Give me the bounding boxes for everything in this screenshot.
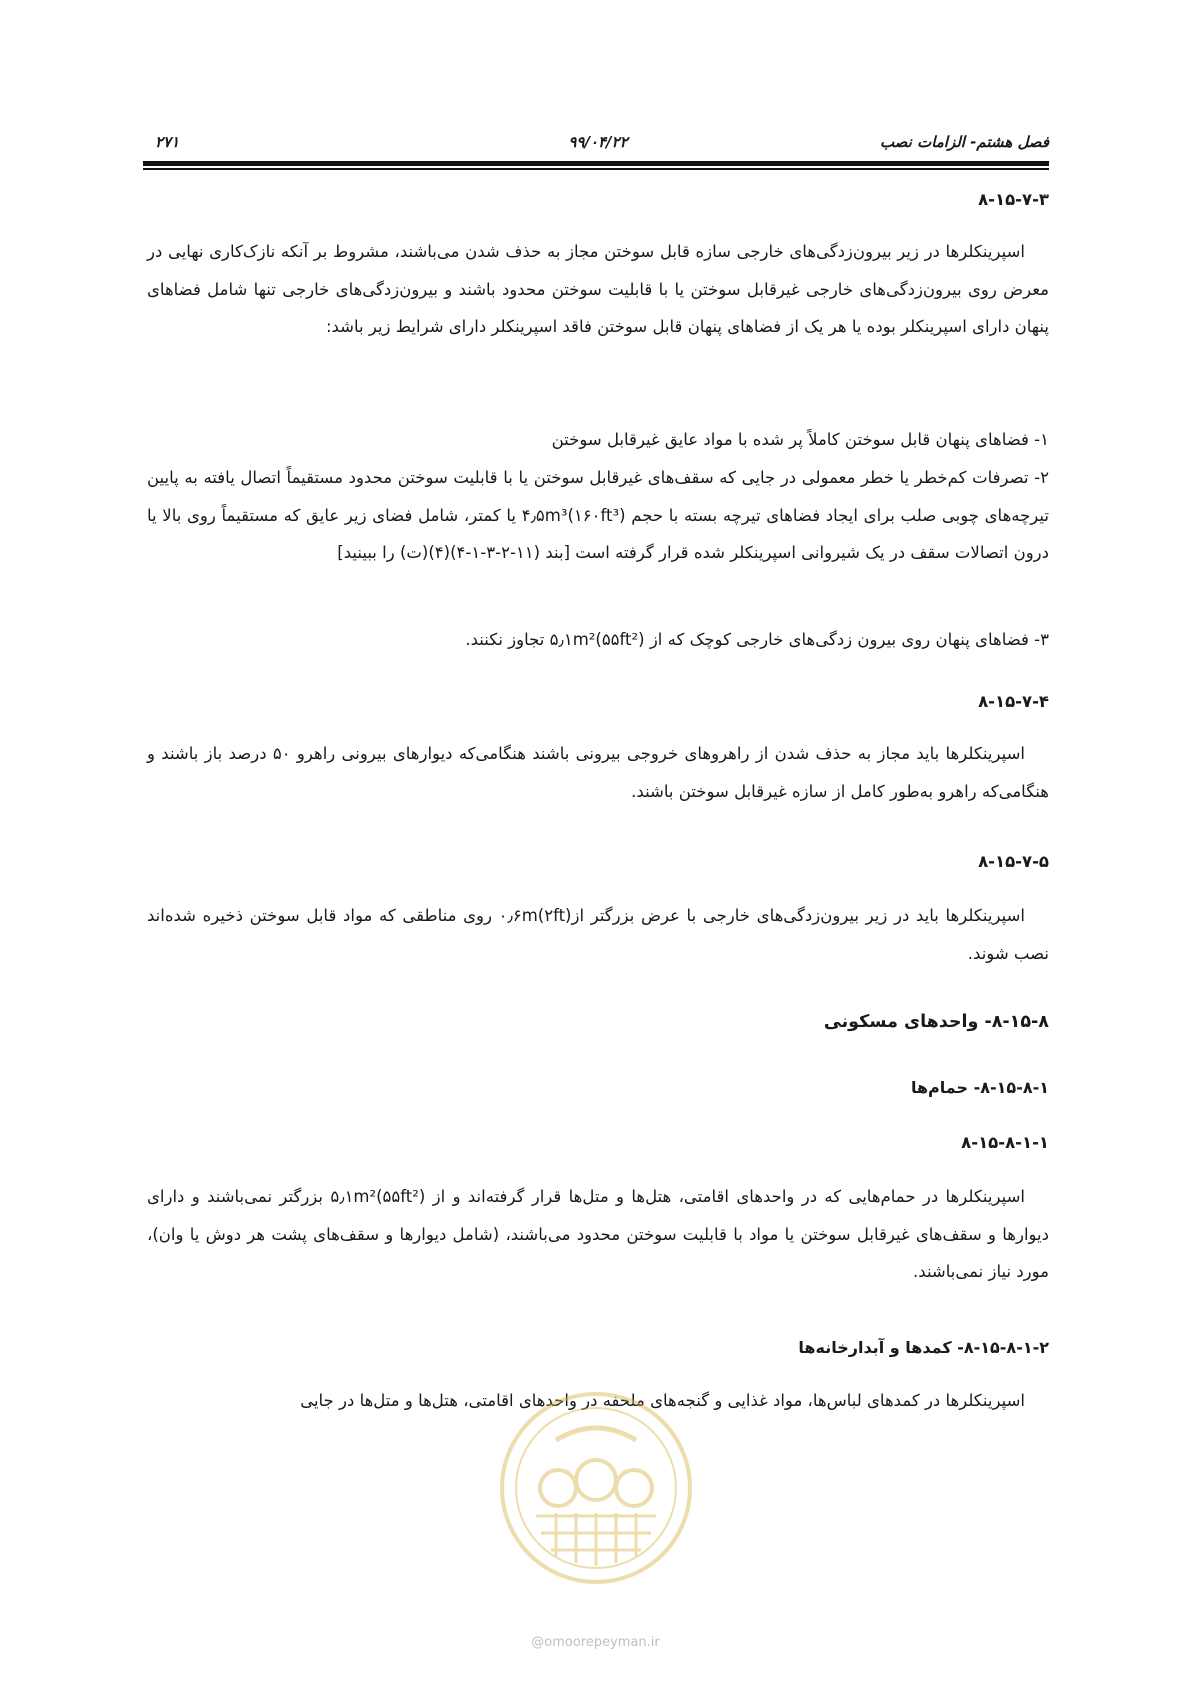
section-number-8-15-7-3: ۸-۱۵-۷-۳ (978, 190, 1049, 209)
watermark-seal-icon (496, 1388, 696, 1588)
list-item-1: ۱- فضاهای پنهان قابل سوختن کاملاً پر شده با مواد عایق غیرقابل سوختن (551, 430, 1049, 449)
section-8-15-7-3-paragraph: اسپرینکلرها در زیر بیرون‌زدگی‌های خارجی سازه قابل سوختن مجاز به حذف شدن می‌باشند، مشروط بر آنکه نازک‌کاری نهایی در معرض روی بیرون‌زدگی‌های خارجی غیرقابل سوختن یا با قابلیت سوختن محدود باشند و بیرون‌زدگی‌های خارجی تنها شامل فضاهای پنهان دارای اسپرینکلر بوده یا هر یک از فضاهای پنهان قابل سوختن فاقد اسپرینکلر دارای شرایط زیر باشد: (147, 242, 1049, 336)
subsection-heading-8-15-8-1: ۸-۱۵-۸-۱- حمام‌ها (910, 1078, 1049, 1097)
watermark-url: @omoorepeyman.ir (531, 1635, 660, 1650)
section-8-15-8-1-2-paragraph: اسپرینکلرها در کمدهای لباس‌ها، مواد غذایی و گنجه‌های ملحفه در واحدهای اقامتی، هتل‌ها و متل‌ها در جایی (300, 1391, 1025, 1410)
section-8-15-7-5-paragraph: اسپرینکلرها باید در زیر بیرون‌زدگی‌های خارجی با عرض بزرگتر از۰٫۶m(۲ft) روی مناطقی که مواد قابل سوختن ذخیره شده‌اند نصب شوند. (147, 906, 1049, 963)
section-number-8-15-7-5: ۸-۱۵-۷-۵ (978, 852, 1049, 871)
section-heading-8-15-8: ۸-۱۵-۸- واحدهای مسکونی (823, 1012, 1049, 1032)
revision-date: ۹۹/۰۴/۲۲ (568, 133, 628, 151)
section-number-8-15-8-1-1: ۸-۱۵-۸-۱-۱ (961, 1133, 1049, 1152)
header-rule-thick (143, 161, 1049, 166)
section-8-15-8-1-1-paragraph: اسپرینکلرها در حمام‌هایی که در واحدهای اقامتی، هتل‌ها و متل‌ها قرار گرفته‌اند و از ۵٫۱m²(۵۵ft²) بزرگتر نمی‌باشند و دارای دیوارها و سقف‌های غیرقابل سوختن یا مواد با قابلیت سوختن محدود می‌باشند، (شامل دیوارها و سقف‌های پشت هر دوش یا وان)، مورد نیاز نمی‌باشند. (147, 1187, 1049, 1281)
section-8-15-7-4-paragraph: اسپرینکلرها باید مجاز به حذف شدن از راهروهای خروجی بیرونی باشند هنگامی‌که دیوارهای بیرونی راهرو ۵۰ درصد باز باشند و هنگامی‌که راهرو به‌طور کامل از سازه غیرقابل سوختن باشند. (147, 744, 1049, 801)
chapter-title: فصل هشتم- الزامات نصب (879, 133, 1049, 151)
section-number-8-15-7-4: ۸-۱۵-۷-۴ (978, 692, 1049, 711)
subsection-heading-8-15-8-1-2: ۸-۱۵-۸-۱-۲- کمدها و آبدارخانه‌ها (798, 1338, 1049, 1357)
page-number: ۲۷۱ (155, 133, 180, 151)
running-header (147, 133, 1049, 155)
header-rule-thin (143, 168, 1049, 170)
list-item-2: ۲- تصرفات کم‌خطر یا خطر معمولی در جایی که سقف‌های غیرقابل سوختن یا با قابلیت سوختن محدود مستقیماً اتصال یافته به پایین تیرچه‌های چوبی صلب برای ایجاد فضاهای تیرچه بسته با حجم ۴٫۵m³(۱۶۰ft³) یا کمتر، شامل فضای زیر عایق که مستقیماً روی بالا یا درون اتصالات سقف در یک شیروانی اسپرینکلر شده قرار گرفته است [بند (۱۱-۲-۳-۱-۴)(۴)(ت) را ببینید] (147, 468, 1049, 562)
list-item-3: ۳- فضاهای پنهان روی بیرون زدگی‌های خارجی کوچک که از ۵٫۱m²(۵۵ft²) تجاوز نکنند. (465, 630, 1049, 649)
